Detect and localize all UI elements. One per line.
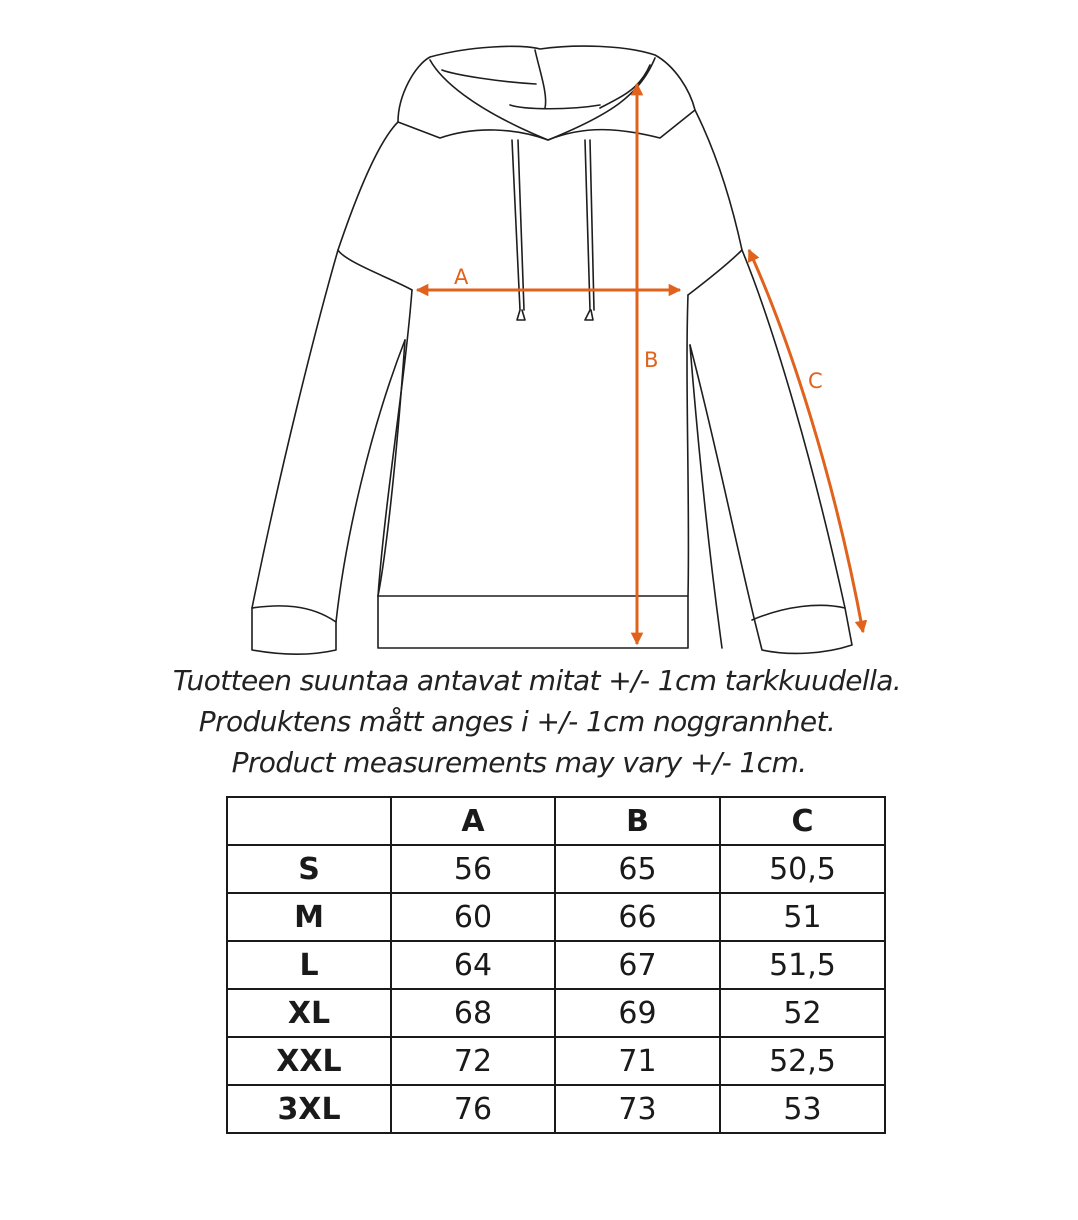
hood-fold-line-3	[600, 65, 650, 108]
value-b-cell: 71	[555, 1037, 720, 1085]
label-b: B	[644, 348, 659, 372]
value-b-cell: 69	[555, 989, 720, 1037]
header-a: A	[391, 797, 555, 845]
value-b-cell: 66	[555, 893, 720, 941]
measurement-arrows	[417, 84, 863, 644]
size-table	[226, 796, 886, 1134]
label-c: C	[808, 369, 823, 393]
table-row	[227, 989, 885, 1037]
value-c-cell: 51,5	[720, 941, 885, 989]
value-c-cell: 51	[720, 893, 885, 941]
size-cell: M	[227, 893, 391, 941]
table-row	[227, 845, 885, 893]
right-shoulder	[688, 110, 742, 295]
label-a: A	[454, 265, 469, 289]
size-cell: XXL	[227, 1037, 391, 1085]
left-shoulder	[338, 122, 412, 290]
hoodie-outline	[252, 46, 852, 654]
size-cell: L	[227, 941, 391, 989]
size-cell: 3XL	[227, 1085, 391, 1133]
note-swedish: Produktens mått anges i +/- 1cm noggrannhet.	[198, 705, 836, 738]
value-a-cell: 76	[391, 1085, 555, 1133]
hood-inner-lining	[430, 58, 655, 140]
body-outline	[378, 290, 688, 648]
table-header-row	[227, 797, 885, 845]
value-c-cell: 50,5	[720, 845, 885, 893]
header-c: C	[720, 797, 885, 845]
hood-fold-line	[535, 50, 546, 108]
note-english: Product measurements may vary +/- 1cm.	[231, 746, 807, 779]
value-b-cell: 65	[555, 845, 720, 893]
value-a-cell: 68	[391, 989, 555, 1037]
value-c-cell: 53	[720, 1085, 885, 1133]
hood-fold-line-2	[442, 70, 536, 84]
value-a-cell: 56	[391, 845, 555, 893]
table-row	[227, 941, 885, 989]
value-a-cell: 60	[391, 893, 555, 941]
value-b-cell: 67	[555, 941, 720, 989]
left-sleeve	[252, 250, 405, 654]
left-cuff-seam	[252, 606, 336, 622]
size-cell: S	[227, 845, 391, 893]
value-a-cell: 64	[391, 941, 555, 989]
value-c-cell: 52	[720, 989, 885, 1037]
header-b: B	[555, 797, 720, 845]
header-empty	[227, 797, 391, 845]
hood-outline	[398, 46, 695, 140]
drawstring-right-inner	[590, 140, 594, 310]
neck-opening	[510, 105, 600, 109]
right-body-seam	[690, 345, 722, 648]
table-row	[227, 1085, 885, 1133]
size-cell: XL	[227, 989, 391, 1037]
value-c-cell: 52,5	[720, 1037, 885, 1085]
table-row	[227, 893, 885, 941]
measurement-notes	[0, 660, 1078, 783]
value-b-cell: 73	[555, 1085, 720, 1133]
arrow-c	[749, 250, 863, 632]
table-row	[227, 1037, 885, 1085]
note-finnish: Tuotteen suuntaa antavat mitat +/- 1cm tarkkuudella.	[172, 664, 902, 697]
value-a-cell: 72	[391, 1037, 555, 1085]
right-cuff-seam	[752, 605, 845, 620]
